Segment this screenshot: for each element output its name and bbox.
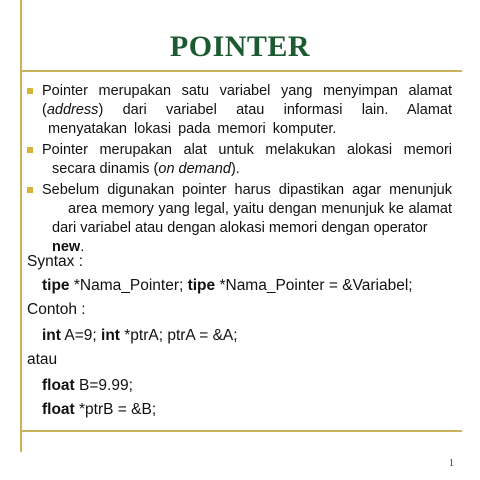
bullet-1-line-3: menyatakan lokasi pada memori komputer. xyxy=(48,121,337,137)
italic-term: address xyxy=(46,102,99,118)
keyword: tipe xyxy=(42,277,70,294)
bullet-list xyxy=(26,82,452,259)
bullet-item-2 xyxy=(26,141,452,179)
bullet-2-line-1: Pointer merupakan alat untuk melakukan alokasi memori xyxy=(42,142,452,158)
syntax-label: Syntax : xyxy=(27,253,83,270)
bullet-item-3 xyxy=(26,181,452,257)
bullet-square-icon xyxy=(27,88,33,94)
footer-divider xyxy=(20,430,462,432)
contoh-label: Contoh : xyxy=(27,301,86,318)
code-text: *ptrA; ptrA = &A; xyxy=(119,327,238,344)
atau-label: atau xyxy=(27,351,58,368)
code-text: *Nama_Pointer = &Variabel; xyxy=(215,277,413,294)
bullet-3-line-3 xyxy=(42,219,452,257)
text-span: ). xyxy=(230,161,240,177)
bullet-1-line-1: Pointer merupakan satu variabel yang menyimpan alamat xyxy=(42,83,452,99)
float-code-line-2 xyxy=(42,400,156,420)
page-number: 1 xyxy=(449,458,454,469)
contoh-code-line xyxy=(42,326,238,346)
text-span: ( xyxy=(42,102,47,118)
title-divider xyxy=(20,70,462,72)
code-text: *Nama_Pointer; xyxy=(69,277,188,294)
keyword: int xyxy=(101,327,120,344)
code-text: A=9; xyxy=(60,327,102,344)
italic-term: on demand xyxy=(158,161,231,177)
bullet-3-line-1: Sebelum digunakan pointer harus dipastikan agar menunjuk xyxy=(42,182,452,198)
keyword: float xyxy=(42,401,75,418)
text-span: secara dinamis ( xyxy=(52,161,159,177)
bullet-1-line-2 xyxy=(42,101,452,120)
bullet-item-1 xyxy=(26,82,452,139)
keyword: int xyxy=(42,327,61,344)
code-text: *ptrB = &B; xyxy=(74,401,157,418)
syntax-code-line xyxy=(42,276,413,296)
text-span: ) dari variabel atau informasi lain. Alamat xyxy=(98,102,452,118)
bullet-square-icon xyxy=(27,147,33,153)
slide-title: POINTER xyxy=(169,30,311,63)
keyword: tipe xyxy=(187,277,216,294)
float-code-line-1 xyxy=(42,376,133,396)
text-span: dari variabel atau dengan alokasi memori dengan operator xyxy=(52,220,428,236)
code-text: B=9.99; xyxy=(74,377,133,394)
left-border-line xyxy=(20,0,22,452)
keyword: float xyxy=(42,377,75,394)
bullet-square-icon xyxy=(27,187,33,193)
bullet-2-line-2 xyxy=(42,160,452,179)
bullet-3-line-2: area memory yang legal, yaitu dengan menunjuk ke alamat xyxy=(68,201,452,217)
text-span: . xyxy=(80,239,85,255)
keyword-new: new xyxy=(52,239,81,255)
